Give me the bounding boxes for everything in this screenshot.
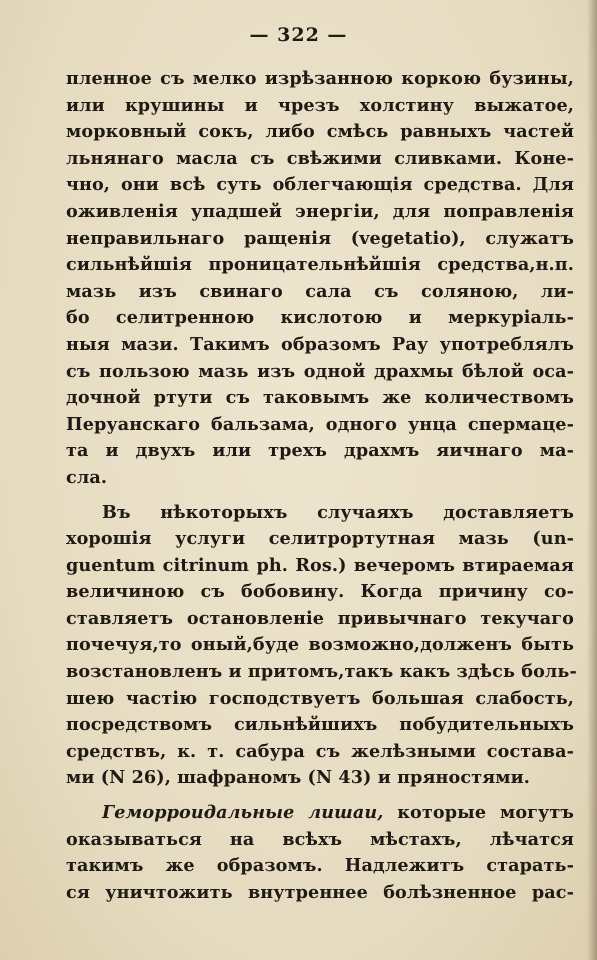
text-line: пленное съ мелко изрѣзанною коркою бузины, (66, 68, 574, 89)
text-line: возстановленъ и притомъ,такъ какъ здѣсь боль- (66, 661, 577, 683)
text-line: шею частію господствуетъ большая слабость, (66, 687, 574, 709)
text-line: бо селитренною кислотою и меркуріаль- (66, 307, 574, 329)
text-line: Геморроидальные лишаи, которые могутъ (102, 802, 575, 824)
text-line: морковный сокъ, либо смѣсь равныхъ частей (66, 121, 574, 143)
text-line: оказываться на всѣхъ мѣстахъ, лѣчатся (66, 828, 574, 850)
paragraph-gap (66, 492, 574, 500)
text-line: или крушины и чрезъ холстину выжатое, (66, 94, 574, 116)
text-line: съ пользою мазь изъ одной драхмы бѣлой оса- (66, 360, 574, 382)
text-line: хорошія услуги селитрортутная мазь (un- (66, 528, 574, 550)
italic-term: Геморроидальные лишаи, (102, 802, 384, 824)
text-line: та и двухъ или трехъ драхмъ яичнаго ма- (66, 440, 574, 462)
text-line: ми (N 26), шафраномъ (N 43) и пряностями. (66, 767, 531, 789)
text-line: посредствомъ сильнѣйшихъ побудительныхъ (66, 714, 574, 736)
text-line: сла. (66, 466, 108, 488)
text-line: такимъ же образомъ. Надлежитъ старать- (66, 855, 574, 877)
text-line: величиною съ бобовину. Когда причину со- (66, 581, 574, 603)
text-line: сильнѣйшія проницательнѣйшія средства,н.п. (66, 254, 574, 276)
text-line: ныя мази. Такимъ образомъ Рау употреблялъ (66, 333, 574, 355)
body-text (66, 66, 577, 906)
page-edge-shadow (587, 0, 597, 960)
text-line: почечуя,то оный,буде возможно,долженъ быть (66, 634, 574, 656)
text-line: Въ нѣкоторыхъ случаяхъ доставляетъ (102, 501, 574, 523)
paragraph-gap (66, 792, 574, 800)
text-line: чно, они всѣ суть облегчающія средства. Для (66, 174, 574, 196)
text-line: льнянаго масла съ свѣжими сливками. Коне- (66, 147, 574, 169)
text-line: guentum citrinum ph. Ros.) вечеромъ втираемая (66, 554, 574, 576)
text-line: средствъ, к. т. сабура съ желѣзными состава- (66, 740, 574, 762)
text-line: оживленія упадшей энергіи, для поправленія (66, 200, 574, 222)
text-line: Перуанскаго бальзама, одного унца спермаце- (66, 413, 574, 435)
text-line: неправильнаго ращенія (vegetatio), служатъ (66, 227, 574, 249)
text-line: дочной ртути съ таковымъ же количествомъ (66, 387, 574, 409)
text-line: ся уничтожить внутреннее болѣзненное рас- (66, 881, 574, 903)
page-number: — 322 — (249, 24, 348, 46)
text-line: мазь изъ свинаго сала съ соляною, ли- (66, 280, 574, 302)
text-line: ставляетъ остановленіе привычнаго текучаго (66, 607, 574, 629)
